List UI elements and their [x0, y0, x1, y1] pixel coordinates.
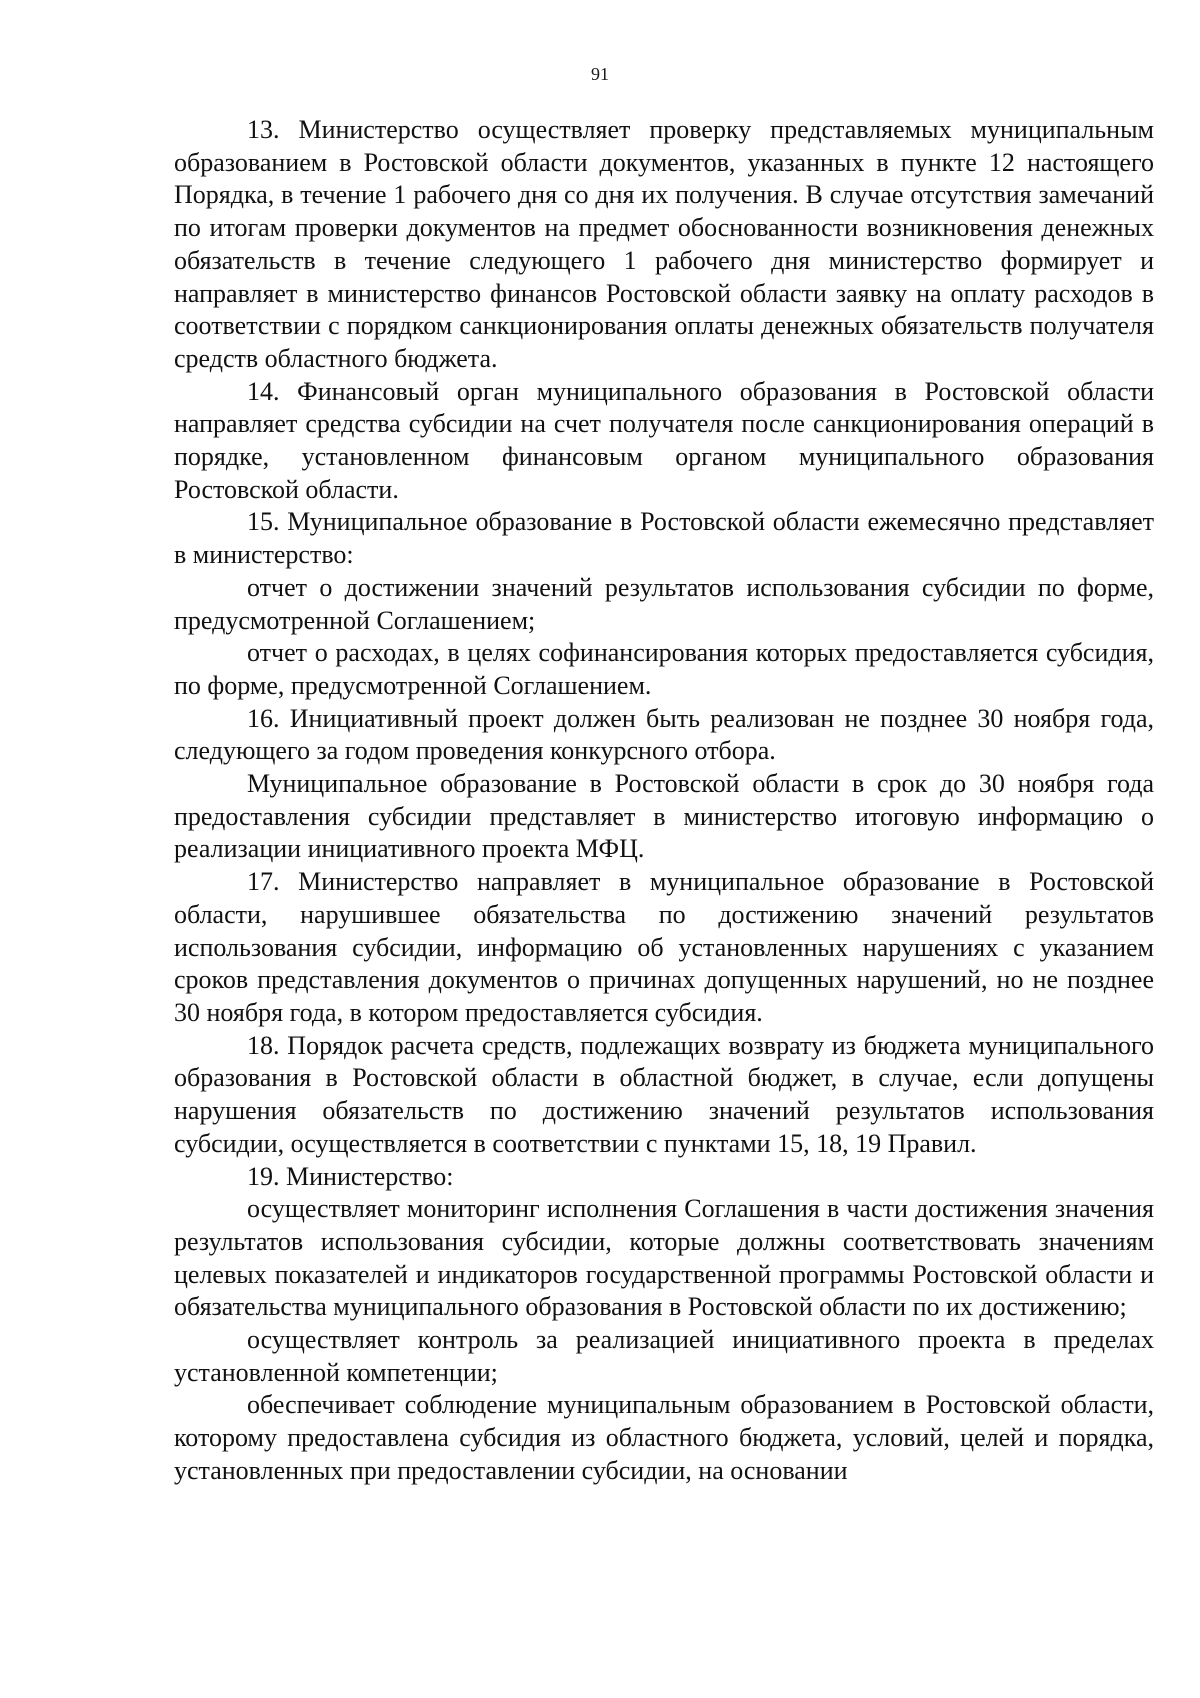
paragraph-15: 15. Муниципальное образование в Ростовской области ежемесячно представляет в министерство: [174, 507, 1154, 570]
paragraph-14: 14. Финансовый орган муниципального образования в Ростовской области направляет средства субсидии на счет получателя после санкционирования операций в порядке, установленном финансовым органом муниципального образования Ростовской области. [174, 376, 1154, 504]
page-number: 91 [591, 64, 609, 84]
paragraph-13: 13. Министерство осуществляет проверку представляемых муниципальным образованием в Ростовской области документов, указанных в пункте 12 настоящего Порядка, в течение 1 рабочего дня со дня их получения. В случае отсутствия замечаний по итогам проверки документов на предмет обоснованности возникновения денежных обязательств в течение следующего 1 рабочего дня министерство формирует и направляет в министерство финансов Ростовской области заявку на оплату расходов в соответствии с порядком санкционирования оплаты денежных обязательств получателя средств областного бюджета. [174, 115, 1154, 373]
paragraph-19-monitoring: осуществляет мониторинг исполнения Соглашения в части достижения значения результатов использования субсидии, которые должны соответствовать значениям целевых показателей и индикаторов государственной программы Ростовской области и обязательства муниципального образования в Ростовской области по их достижению; [174, 1194, 1154, 1322]
paragraph-19-compliance: обеспечивает соблюдение муниципальным образованием в Ростовской области, которому предоставлена субсидия из областного бюджета, условий, целей и порядка, установленных при предоставлении субсидии, на основании [174, 1390, 1154, 1485]
paragraph-16: 16. Инициативный проект должен быть реализован не позднее 30 ноября года, следующего за годом проведения конкурсного отбора. [174, 703, 1154, 766]
paragraph-18: 18. Порядок расчета средств, подлежащих возврату из бюджета муниципального образования в Ростовской области в областной бюджет, в случае, если допущены нарушения обязательств по достижению значений результатов использования субсидии, осуществляется в соответствии с пунктами 15, 18, 19 Правил. [174, 1030, 1154, 1158]
paragraph-15-report-expenses: отчет о расходах, в целях софинансирования которых предоставляется субсидия, по форме, предусмотренной Соглашением. [174, 638, 1154, 700]
paragraph-19: 19. Министерство: [247, 1161, 454, 1191]
paragraph-15-report-results: отчет о достижении значений результатов использования субсидии по форме, предусмотренной Соглашением; [174, 572, 1154, 635]
paragraph-19-control: осуществляет контроль за реализацией инициативного проекта в пределах установленной компетенции; [174, 1325, 1154, 1387]
document-body [174, 114, 1154, 1488]
paragraph-17: 17. Министерство направляет в муниципальное образование в Ростовской области, нарушившее обязательства по достижению значений результатов использования субсидии, информацию об установленных нарушениях с указанием сроков представления документов о причинах допущенных нарушений, но не позднее 30 ноября года, в котором предоставляется субсидия. [174, 867, 1154, 1027]
paragraph-16-final-info: Муниципальное образование в Ростовской области в срок до 30 ноября года предоставления субсидии представляет в министерство итоговую информацию о реализации инициативного проекта МФЦ. [174, 769, 1154, 864]
